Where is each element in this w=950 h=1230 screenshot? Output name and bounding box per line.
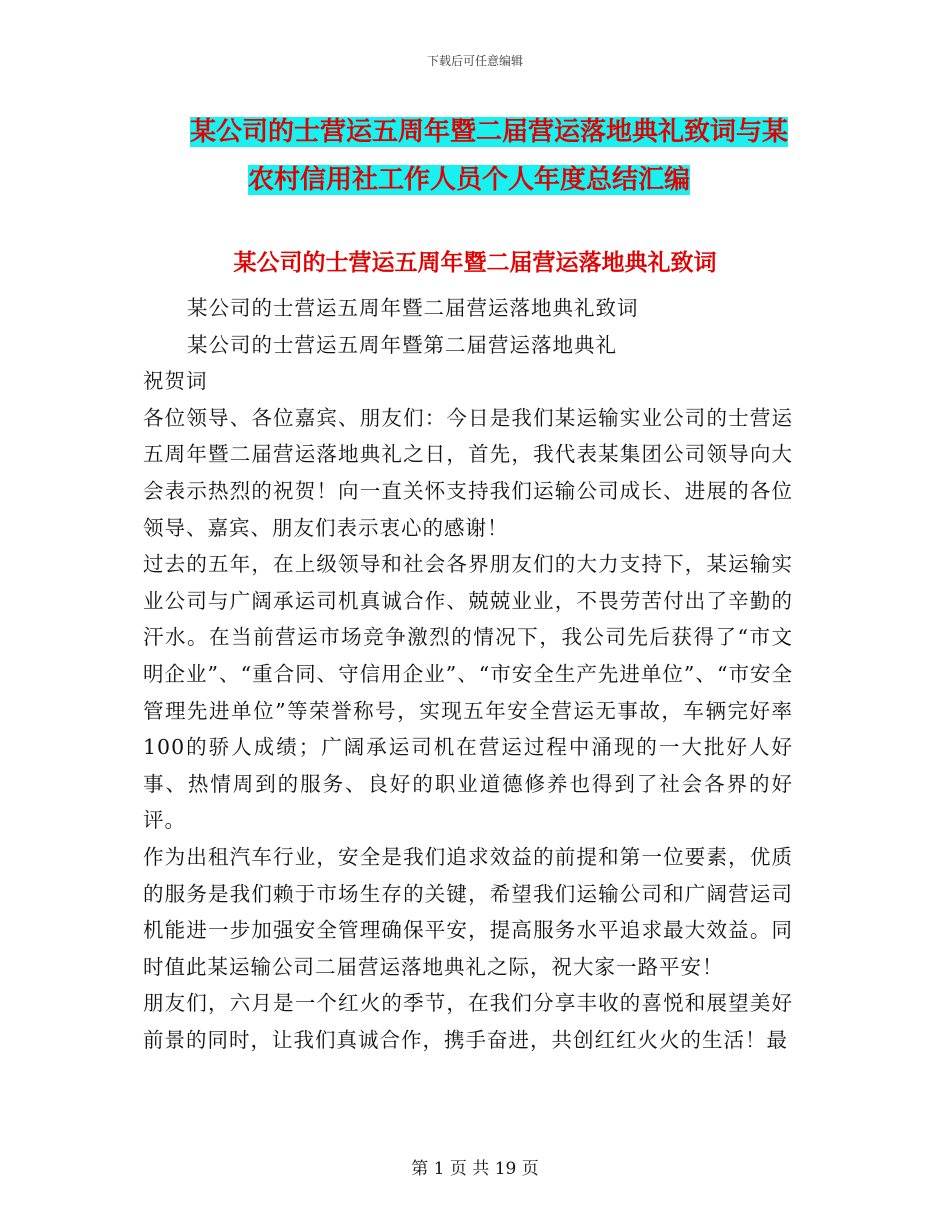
paragraph: 过去的五年，在上级领导和社会各界朋友们的大力支持下，某运输实业公司与广阔承运司机真诚合作、兢兢业业，不畏劳苦付出了辛勤的汗水。在当前营运市场竞争激烈的情况下，我公司先后获得了“市文明企业”、“重合同、守信用企业”、“市安全生产先进单位”、“市安全管理先进单位”等荣誉称号，实现五年安全营运无事故，车辆完好率100的骄人成绩；广阔承运司机在营运过程中涌现的一大批好人好事、热情周到的服务、良好的职业道德修养也得到了社会各界的好评。 xyxy=(143,552,793,833)
paragraph: 作为出租汽车行业，安全是我们追求效益的前提和第一位要素，优质的服务是我们赖于市场生存的关键，希望我们运输公司和广阔营运司机能进一步加强安全管理确保平安，提高服务水平追求最大效益。同时值此某运输公司二届营运落地典礼之际，祝大家一路平安！ xyxy=(143,844,793,979)
page-header: 下载后可任意编辑 xyxy=(426,54,523,68)
section-title: 某公司的士营运五周年暨二届营运落地典礼致词 xyxy=(233,250,717,276)
paragraph: 某公司的士营运五周年暨二届营运落地典礼致词 xyxy=(187,296,639,320)
paragraph: 某公司的士营运五周年暨第二届营运落地典礼 xyxy=(187,332,617,357)
title-line-2: 农村信用社工作人员个人年度总结汇编 xyxy=(248,165,691,195)
body-text xyxy=(143,290,793,1058)
title-line-1: 某公司的士营运五周年暨二届营运落地典礼致词与某 xyxy=(190,117,789,147)
paragraph: 朋友们，六月是一个红火的季节，在我们分享丰收的喜悦和展望美好前景的同时，让我们真诚合作，携手奋进，共创红红火火的生活！最 xyxy=(143,991,793,1052)
page-footer: 第 1 页 共 19 页 xyxy=(411,1159,539,1179)
paragraph: 各位领导、各位嘉宾、朋友们：今日是我们某运输实业公司的士营运五周年暨二届营运落地典礼之日，首先，我代表某集团公司领导向大会表示热烈的祝贺！向一直关怀支持我们运输公司成长、进展的各位领导、嘉宾、朋友们表示衷心的感谢！ xyxy=(143,405,793,540)
paragraph: 祝贺词 xyxy=(143,369,208,394)
document-title xyxy=(190,108,830,204)
